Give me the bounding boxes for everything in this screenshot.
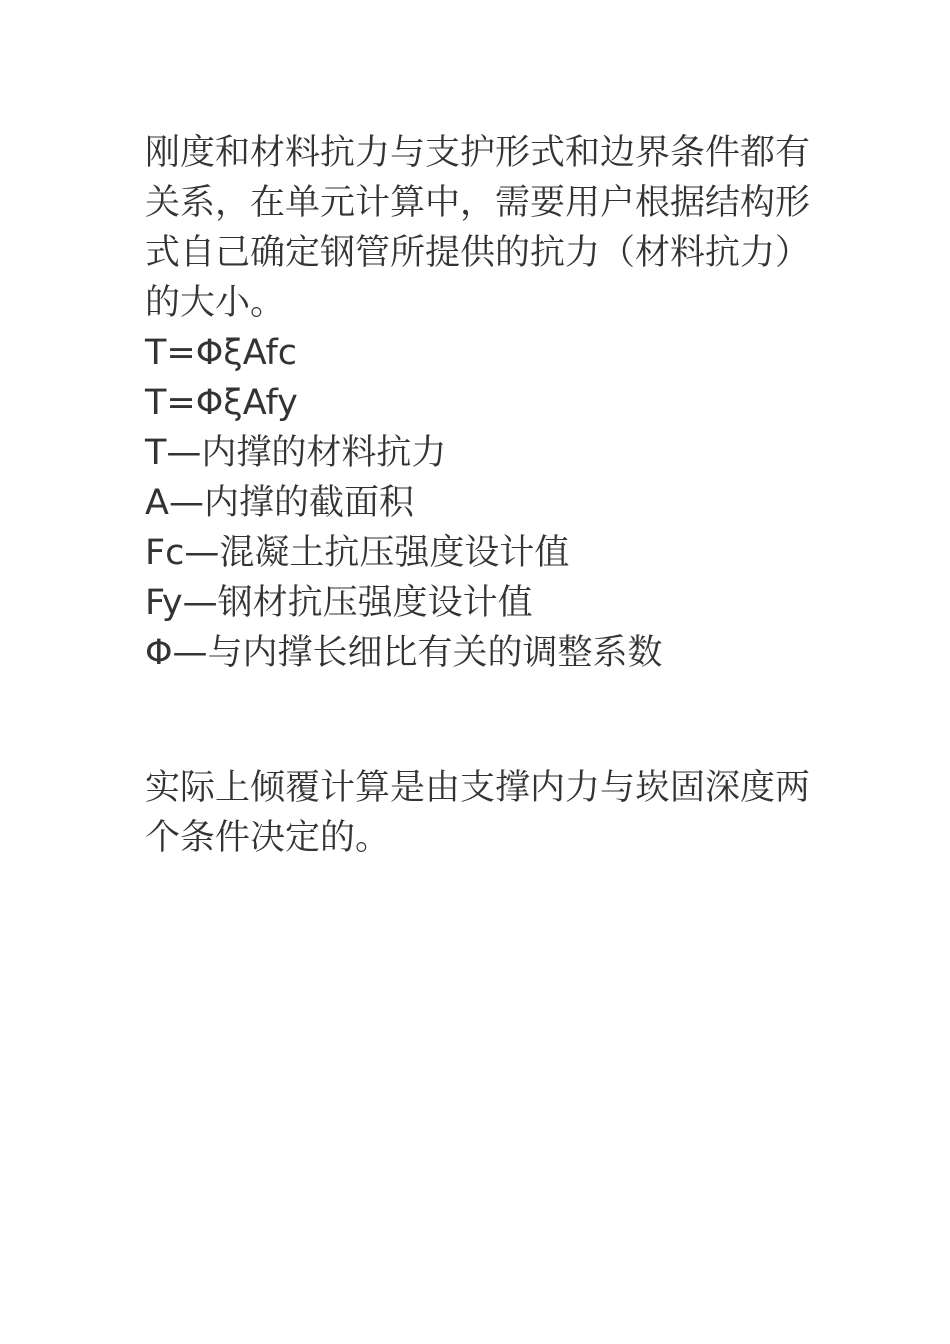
definition-t: T—内撑的材料抗力 [145, 433, 447, 473]
definition-fc: Fc—混凝土抗压强度设计值 [145, 533, 570, 573]
definition-a: A—内撑的截面积 [145, 483, 414, 523]
definition-phi: Φ—与内撑长细比有关的调整系数 [145, 633, 663, 673]
formula-steel: T=ΦξAfy [145, 383, 298, 423]
definition-fy: Fy—钢材抗压强度设计值 [145, 583, 533, 623]
formula-concrete: T=ΦξAfc [145, 333, 298, 373]
conclusion-paragraph: 实际上倾覆计算是由支撑内力与崁固深度两个条件决定的。 [145, 768, 811, 858]
paragraph-spacer [145, 678, 815, 763]
document-body [145, 128, 815, 863]
intro-paragraph: 刚度和材料抗力与支护形式和边界条件都有关系，在单元计算中，需要用户根据结构形式自己确定钢管所提供的抗力（材料抗力）的大小。 [145, 133, 811, 323]
